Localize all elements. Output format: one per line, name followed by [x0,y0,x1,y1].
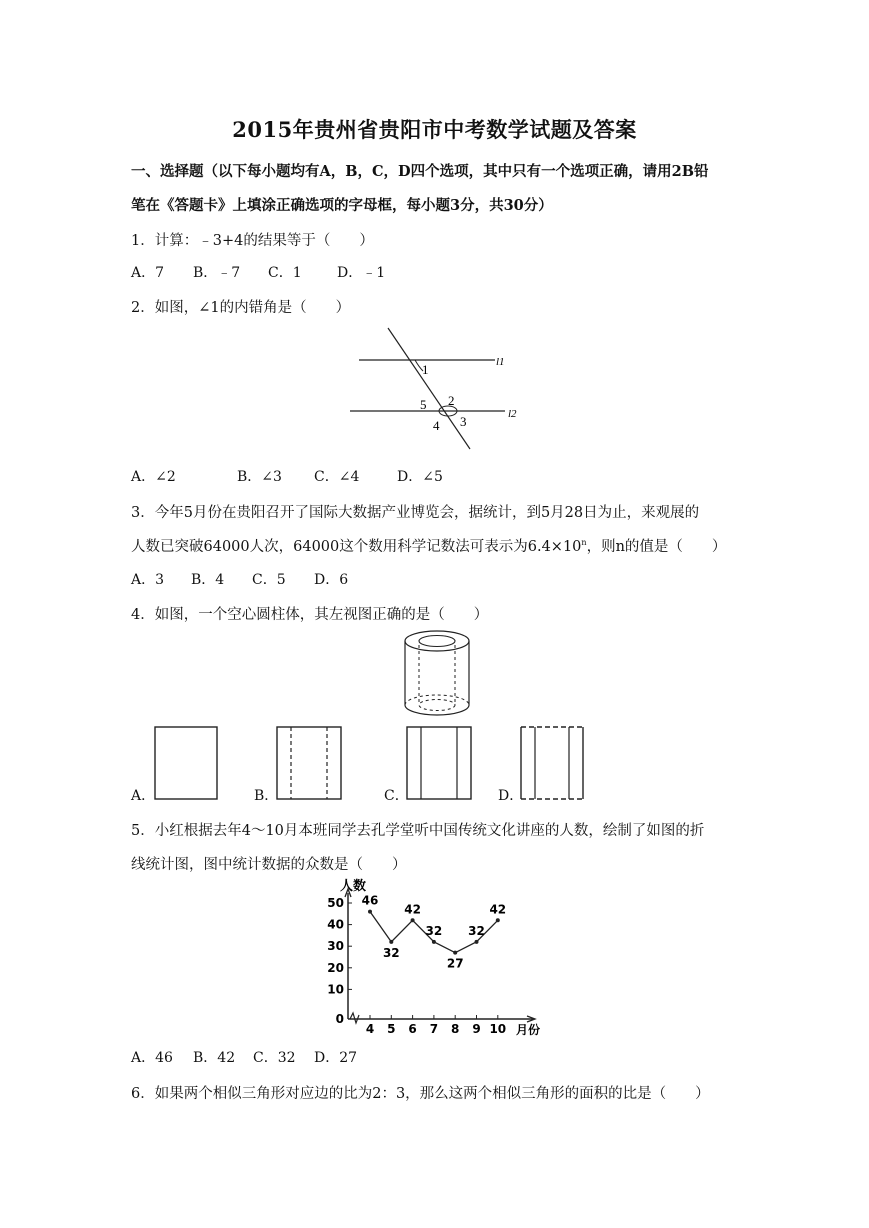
y-tick-label-0: 0 [335,1012,344,1026]
cylinder-bottom-inner [419,700,455,711]
x-tick-label-5: 5 [387,1022,396,1036]
parallel-lines-figure [345,325,525,455]
q1-option-d: D．﹣1 [337,265,386,281]
data-label-5: 32 [382,945,400,960]
q3-line2-post: ，则n的值是（ ） [586,539,727,555]
q2-option-a: A．∠2 [131,469,176,485]
angle-label-4: 4 [433,418,440,433]
angle-label-1: 1 [422,362,429,377]
data-point-5 [389,940,393,944]
data-point-4 [368,910,372,914]
chart-ylabel: 人数 [340,879,367,894]
data-label-8: 27 [446,956,464,971]
q2-option-d: D．∠5 [397,469,443,485]
q3-option-c: C．5 [252,572,286,588]
section-header-line1: 一、选择题（以下每小题均有A，B，C，D四个选项，其中只有一个选项正确，请用2B铅 [131,163,709,180]
cylinder-bottom-back [405,695,469,705]
x-tick-label-4: 4 [365,1022,375,1036]
q4-option-a: A． [131,788,156,804]
line-label-l1: l1 [496,356,505,368]
q2-option-c: C．∠4 [314,469,360,485]
q5-option-c: C．32 [253,1050,296,1066]
q4-option-c: C． [384,788,409,804]
q4-stem: 4．如图，一个空心圆柱体，其左视图正确的是（ ） [131,607,489,623]
y-tick-label-30: 30 [327,939,344,954]
cylinder-top-inner [419,636,455,647]
option-c-view [405,725,473,801]
option-c-rect [407,727,471,799]
data-label-6: 42 [404,902,421,917]
y-tick-label-40: 40 [327,917,344,932]
option-d-view [519,725,587,801]
chart-xlabel: 月份 [516,1023,541,1037]
data-point-7 [432,940,436,944]
y-tick-label-50: 50 [327,896,344,910]
x-tick-label-6: 6 [408,1022,417,1036]
line-chart [318,875,548,1040]
q1-option-c: C．1 [268,265,302,281]
q5-line1: 5．小红根据去年4～10月本班同学去孔学堂听中国传统文化讲座的人数，绘制了如图的折 [131,823,705,839]
y-tick-label-10: 10 [327,982,344,997]
q1-option-b: B．﹣7 [193,265,241,281]
angle-label-5: 5 [420,397,427,412]
option-a-rect [155,727,217,799]
x-tick-label-10: 10 [489,1022,507,1036]
q3-exponent: n [581,538,587,548]
q1-stem: 1．计算：﹣3+4的结果等于（ ） [131,233,374,249]
y-tick-label-20: 20 [327,960,344,975]
q2-option-b: B．∠3 [237,469,282,485]
q3-option-b: B．4 [191,572,225,588]
q3-option-d: D．6 [314,572,349,588]
transversal-line [388,328,470,449]
option-b-view [275,725,343,801]
q1-option-a: A．7 [131,265,165,281]
q3-option-a: A．3 [131,572,165,588]
data-label-9: 32 [468,923,485,938]
q3-line2 [131,535,726,556]
chart-series [362,894,507,971]
q5-option-d: D．27 [314,1050,358,1066]
cylinder-top-outer [405,631,469,651]
x-tick-label-9: 9 [472,1022,481,1036]
q3-line2-pre: 人数已突破64000人次，64000这个数用科学记数法可表示为6.4×10 [131,539,582,555]
page-title: 2015年贵州省贵阳市中考数学试题及答案 [232,117,637,142]
x-tick-label-8: 8 [451,1022,460,1036]
data-point-6 [411,918,415,922]
axis-break-mark [350,1013,359,1023]
data-point-10 [496,918,500,922]
hollow-cylinder-figure [395,627,485,719]
chart-axes [345,889,535,1023]
option-a-view [153,725,219,801]
q2-stem: 2．如图，∠1的内错角是（ ） [131,300,351,316]
angle-label-3: 3 [460,414,467,429]
data-point-9 [475,940,479,944]
section-header-line2: 笔在《答题卡》上填涂正确选项的字母框，每小题3分，共30分） [131,197,553,214]
line-label-l2: l2 [508,408,517,420]
data-point-8 [453,951,457,955]
q6-stem: 6．如果两个相似三角形对应边的比为2：3，那么这两个相似三角形的面积的比是（ ） [131,1086,710,1102]
x-tick-label-7: 7 [429,1022,439,1036]
q3-line1: 3．今年5月份在贵阳召开了国际大数据产业博览会，据统计，到5月28日为止，来观展的 [131,505,700,521]
q5-option-a: A．46 [131,1050,173,1066]
q5-option-b: B．42 [193,1050,236,1066]
q5-line2: 线统计图，图中统计数据的众数是（ ） [131,857,407,873]
data-label-7: 32 [425,923,443,938]
data-label-10: 42 [489,902,507,917]
q4-option-d: D． [498,788,524,804]
data-label-4: 46 [361,893,379,908]
q4-option-b: B． [254,788,279,804]
angle-label-2: 2 [448,393,455,408]
option-b-rect [277,727,341,799]
